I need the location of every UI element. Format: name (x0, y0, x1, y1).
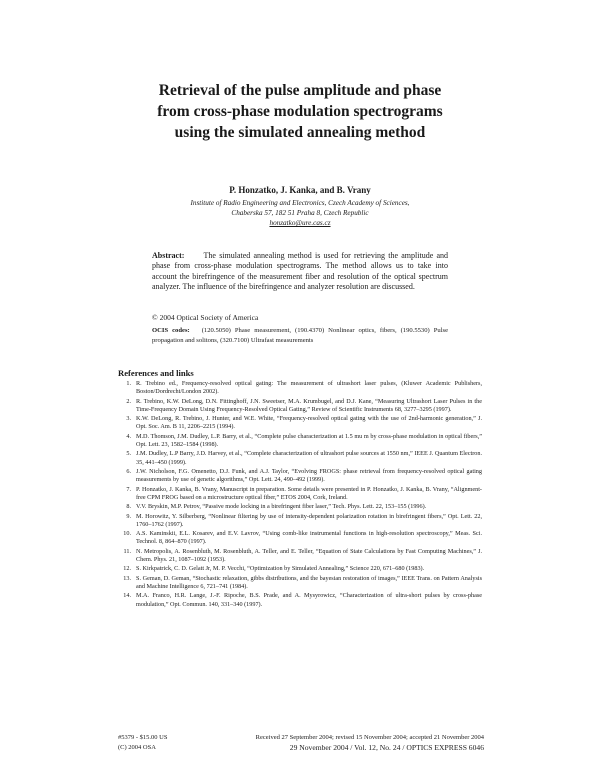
reference-text: K.W. DeLong, R. Trebino, J. Hunter, and W.E. White, “Frequency-resolved optical gating with the use of 2nd-harmonic generation,” J. Opt. Soc. Am. B 11, 2206–2215 (1994). (136, 415, 482, 431)
reference-item (118, 548, 482, 564)
footer-left (118, 733, 167, 752)
references-heading: References and links (118, 368, 194, 378)
footer-copyright: (C) 2004 OSA (118, 743, 156, 751)
footer-price: #5379 - $15.00 US (118, 734, 168, 741)
abstract (152, 251, 448, 293)
affiliation (100, 198, 500, 228)
reference-number: 8. (126, 503, 131, 511)
reference-text: J.W. Nicholson, F.G. Omenetto, D.J. Funk, and A.J. Taylor, “Evolving FROGS: phase retrieval from frequency-resolved optical gating measurements by use of genetic algorithms,” Opt. Lett. 24, 490–492 (1999). (136, 467, 482, 484)
reference-text: M.D. Thomson, J.M. Dudley, L.P. Barry, et al., “Complete pulse characterization at 1.5 mu m by cross-phase modulation in optical fibers,” Opt. Lett. 23, 1582–1584 (1998). (136, 432, 482, 448)
reference-number: 4. (126, 432, 131, 440)
reference-item (118, 575, 482, 591)
copyright: © 2004 Optical Society of America (152, 313, 259, 322)
reference-item (118, 468, 482, 484)
reference-item (118, 565, 482, 573)
footer-right (256, 733, 484, 752)
affiliation-line-2: Chaberska 57, 182 51 Praha 8, Czech Republic (231, 209, 369, 217)
reference-item (118, 592, 482, 608)
email-link[interactable]: honzatko@ure.cas.cz (269, 219, 331, 227)
reference-text: M. Horowitz, Y. Silberberg, “Nonlinear filtering by use of intensity-dependent polarization rotation in birefringent fibers,” Opt. Lett. 22, 1760–1762 (1997). (136, 512, 482, 528)
reference-item (118, 398, 482, 414)
footer-received-dates: Received 27 September 2004; revised 15 November 2004; accepted 21 November 2004 (255, 734, 484, 741)
reference-item (118, 415, 482, 431)
reference-text: A.S. Kaminskii, E.L. Kosarev, and E.V. Lavrov, “Using comb-like instrumental functions in high-resolution spectroscopy,” Meas. Sci. Technol. 8, 864–870 (1997). (136, 530, 482, 546)
reference-number: 13. (123, 574, 131, 582)
references-list (118, 380, 482, 610)
footer-journal-info: 29 November 2004 / Vol. 12, No. 24 / OPTICS EXPRESS 6046 (289, 742, 484, 752)
reference-text: S. Kirkpatrick, C. D. Gelatt Jr, M. P. Vecchi, “Optimization by Simulated Annealing,” Science 220, 671–680 (1983). (136, 565, 425, 573)
reference-number: 9. (126, 512, 131, 520)
reference-number: 6. (126, 467, 131, 475)
reference-number: 3. (126, 415, 131, 423)
ocis-label: OCIS codes: (152, 327, 190, 334)
reference-item (118, 450, 482, 466)
reference-text: S. Geman, D. Geman, “Stochastic relaxation, gibbs distributions, and the bayesian restoration of images,” IEEE Trans. on Pattern Analysis and Machine Intelligence 6, 721–741 (1984). (136, 574, 482, 590)
reference-item (118, 513, 482, 529)
reference-item (118, 433, 482, 449)
reference-number: 7. (126, 485, 131, 493)
reference-text: R. Trebino ed., Frequency-resolved optical gating: The measurement of ultrashort laser pulses, (Kluwer Academic Publishers, Boston/Dordrecht/London 2002). (136, 380, 482, 396)
reference-text: V.V. Bryskin, M.P. Petrov, “Passive mode locking in a birefringent fiber laser,” Tech. Phys. Lett. 22, 153–155 (1996). (136, 503, 427, 511)
reference-text: R. Trebino, K.W. DeLong, D.N. Fittinghoff, J.N. Sweetser, M.A. Krumbugel, and D.J. Kane, “Measuring Ultrashort Laser Pulses in the Time-Frequency Domain Using Frequency-Resolved Optical Gating,” Review of Scientific Instruments 68, 3277–3295 (1997). (136, 397, 482, 413)
paper-title: Retrieval of the pulse amplitude and phase from cross-phase modulation spectrograms using the simulated annealing method (157, 82, 443, 141)
authors: P. Honzatko, J. Kanka, and B. Vrany (229, 185, 371, 195)
reference-item (118, 486, 482, 502)
reference-number: 2. (126, 397, 131, 405)
affiliation-line-1: Institute of Radio Engineering and Electronics, Czech Academy of Sciences, (190, 199, 410, 207)
abstract-label: Abstract: (152, 251, 185, 260)
reference-number: 1. (126, 380, 131, 387)
reference-item (118, 503, 482, 511)
reference-text: M.A. Franco, H.R. Lange, J.-F. Ripoche, B.S. Prade, and A. Mysyrowicz, “Characterization of ultra-short pulses by cross-phase modulation,” Opt. Commun. 140, 331–340 (1997). (136, 592, 482, 608)
reference-item (118, 530, 482, 546)
reference-number: 11. (123, 547, 131, 555)
reference-number: 14. (123, 592, 131, 600)
ocis-text: (120.5050) Phase measurement, (190.4370) Nonlinear optics, fibers, (190.5530) Pulse propagation and solitons, (320.7100) Ultrafast measurements (152, 327, 448, 344)
reference-number: 12. (123, 565, 131, 573)
reference-number: 5. (126, 450, 131, 458)
reference-text: N. Metropolis, A. Rosenbluth, M. Rosenbluth, A. Teller, and E. Teller, “Equation of State Calculations by Fast Computing Machines,” J. Chem. Phys. 21, 1087–1092 (1953). (136, 547, 482, 563)
reference-number: 10. (123, 530, 131, 538)
reference-text: J.M. Dudley, L.P Barry, J.D. Harvey, et al., “Complete characterization of ultrashort pulse sources at 1550 nm,” IEEE J. Quantum Electron. 35, 441–450 (1999). (136, 450, 482, 466)
reference-item (118, 380, 482, 396)
reference-text: P. Honzatko, J. Kanka, B. Vrany, Manuscript in preparation. Some details were presented in P. Honzatko, J. Kanka, B. Vrany, “Alignment-free CPM FROG based on a microstructure optical fiber,” ETOS 2004, Cork, Ireland. (136, 485, 482, 501)
ocis-codes (152, 326, 448, 345)
abstract-text: The simulated annealing method is used for retrieving the amplitude and phase from cross-phase modulation spectrograms. The method allows us to take into account the birefringence of the measurement fiber and resolution of the optical spectrum analyzer. The influence of the birefringence and analyzer resolution are discussed. (152, 251, 448, 292)
